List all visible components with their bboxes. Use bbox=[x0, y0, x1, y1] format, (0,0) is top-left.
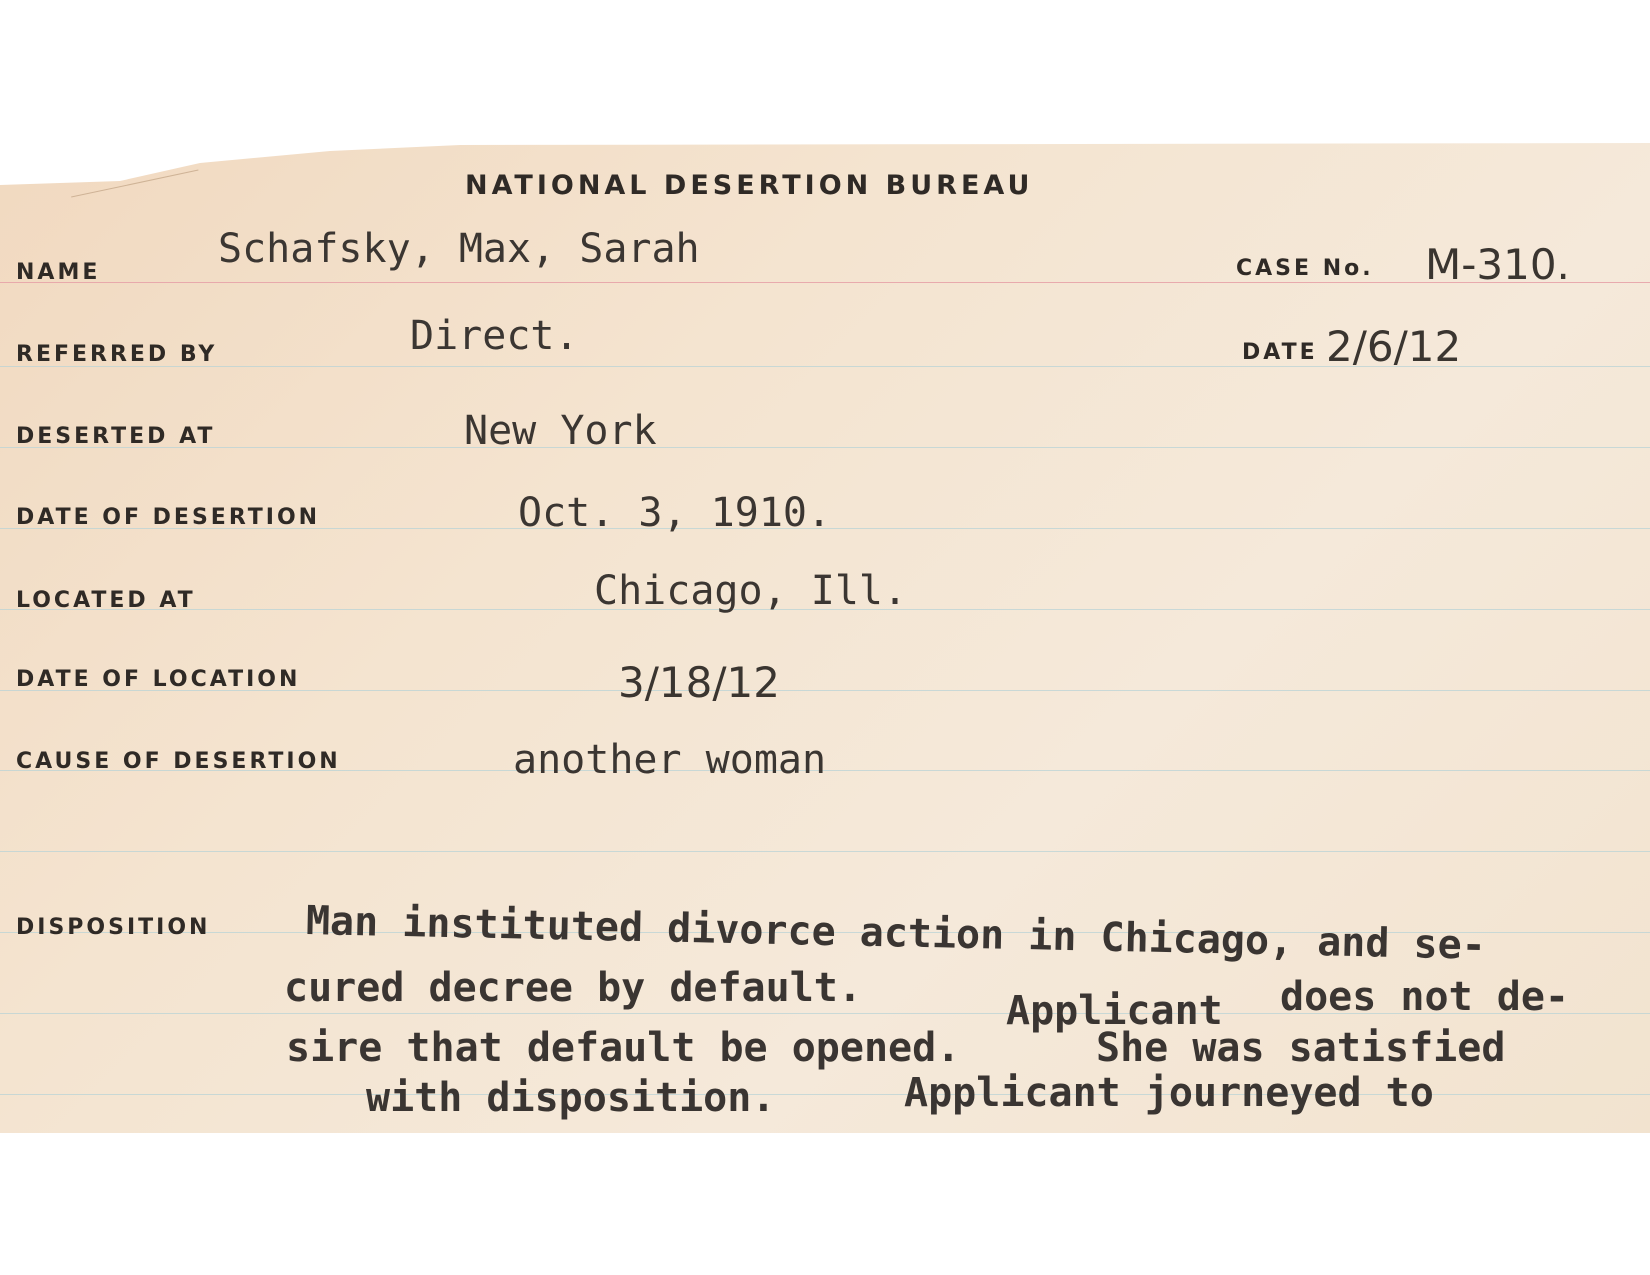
name-value: Schafsky, Max, Sarah bbox=[218, 226, 700, 272]
date-of-desertion-label: DATE OF DESERTION bbox=[16, 505, 321, 530]
referred-by-label: REFERRED BY bbox=[16, 342, 218, 367]
date-of-desertion-value: Oct. 3, 1910. bbox=[518, 490, 832, 536]
case-no-value: M-310. bbox=[1425, 240, 1570, 289]
cause-of-desertion-value: another woman bbox=[513, 737, 827, 783]
referred-by-value: Direct. bbox=[410, 313, 579, 359]
disposition-line-7: with disposition. bbox=[366, 1075, 776, 1121]
deserted-at-value: New York bbox=[464, 408, 657, 454]
card-title: NATIONAL DESERTION BUREAU bbox=[465, 170, 1034, 201]
case-no-label: CASE No. bbox=[1236, 256, 1374, 281]
disposition-label: DISPOSITION bbox=[16, 915, 211, 940]
cause-of-desertion-label: CAUSE OF DESERTION bbox=[16, 749, 341, 774]
disposition-line-5: sire that default be opened. bbox=[286, 1025, 961, 1071]
located-at-value: Chicago, Ill. bbox=[594, 568, 908, 614]
name-label: NAME bbox=[16, 260, 101, 285]
date-value: 2/6/12 bbox=[1326, 322, 1462, 371]
rule-line-name bbox=[0, 282, 1650, 283]
disposition-line-8: Applicant journeyed to bbox=[904, 1070, 1434, 1116]
deserted-at-label: DESERTED AT bbox=[16, 424, 216, 449]
date-label: DATE bbox=[1242, 340, 1318, 365]
located-at-label: LOCATED AT bbox=[16, 588, 196, 613]
disposition-line-6: She was satisfied bbox=[1096, 1025, 1506, 1071]
rule-line bbox=[0, 851, 1650, 852]
date-of-location-label: DATE OF LOCATION bbox=[16, 667, 301, 692]
date-of-location-value: 3/18/12 bbox=[618, 658, 780, 707]
disposition-line-4: does not de- bbox=[1280, 974, 1569, 1020]
disposition-line-1: Man instituted divorce action in Chicago, and se- bbox=[305, 898, 1487, 969]
rule-line bbox=[0, 447, 1650, 448]
disposition-line-3: Applicant bbox=[1006, 988, 1223, 1034]
disposition-line-2: cured decree by default. bbox=[284, 965, 862, 1011]
